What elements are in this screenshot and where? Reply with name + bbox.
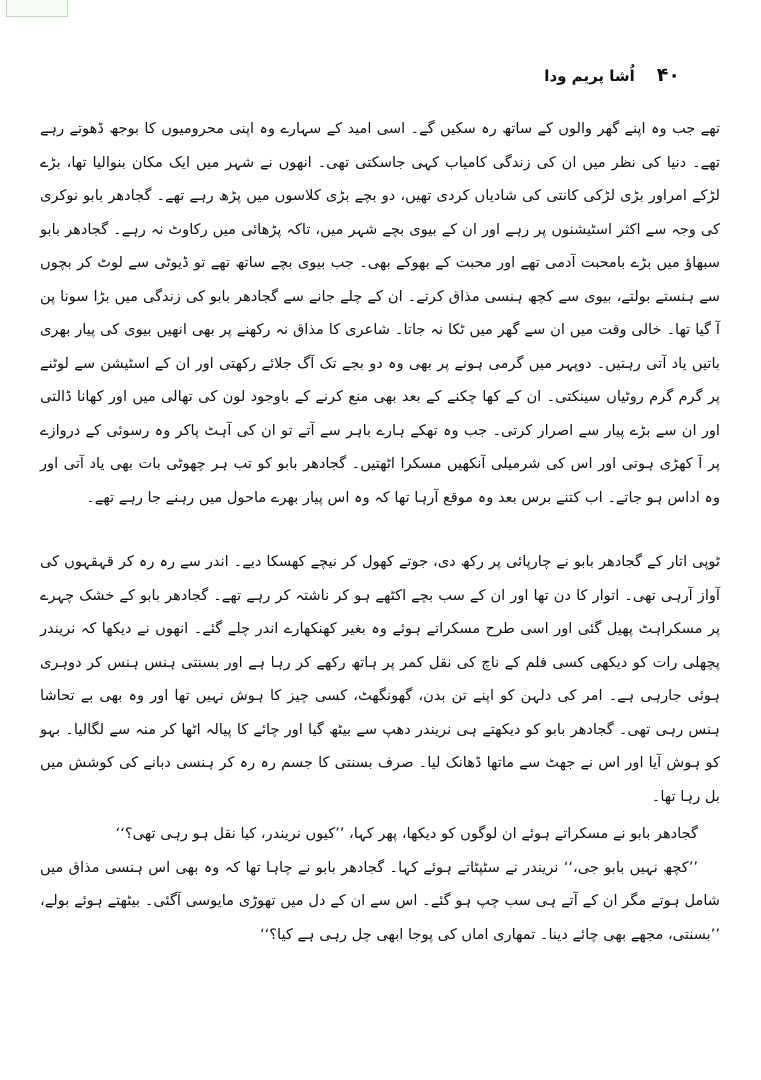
page-number: ۴۰ [656,64,680,86]
dialogue-paragraph: گجادھر بابو نے مسکراتے ہوئے ان لوگوں کو دیکھا، پھر کہا، ’’کیوں نریندر، کیا نقل ہو رہی تھی؟‘‘ [115,825,698,842]
running-header [435,64,680,86]
dialogue-paragraph: ’’کچھ نہیں بابو جی،‘‘ نریندر نے سٹپٹاتے ہوئے کہا۔ گجادھر بابو نے چاہا تھا کہ وہ بھی اس ہنسی مذاق میں شامل ہوتے مگر ان کے آتے ہی سب چپ ہو گئے۔ اس سے ان کے دل میں تھوڑی مایوسی آگئی۔ بیٹھتے ہوئے بولے، ’’بسنتی، مجھے بھی چائے دینا۔ تمھاری اماں کی پوجا ابھی چل رہی ہے کیا؟‘‘ [40,858,720,943]
corner-stamp-mark [6,0,68,17]
paragraph: ٹوپی اتار کے گجادھر بابو نے چارپائی پر رکھ دی، جوتے کھول کر نیچے کھسکا دیے۔ اندر سے رہ رہ کر قہقہوں کی آواز آرہی تھی۔ اتوار کا دن تھا اور ان کے سب بچے اکٹھے ہو کر ناشتہ کر رہے تھے۔ گجادھر بابو کے خشک چہرے پر مسکراہٹ پھیل گئی اور اسی طرح مسکراتے ہوئے وہ بغیر کھنکھارے اندر چلے گئے۔ انھوں نے دیکھا کہ نریندر پچھلی رات کو دیکھی کسی فلم کے ناچ کی نقل کمر پر ہاتھ رکھے کر رہا ہے اور بسنتی ہنس ہنس کر دوہری ہوئی جارہی ہے۔ امر کی دلہن کو اپنے تن بدن، گھونگھٹ، کسی چیز کا ہوش نہیں تھا اور وہ بھی بے تحاشا ہنس رہی تھی۔ گجادھر بابو کو دیکھتے ہی نریندر دھپ سے بیٹھ گیا اور چائے کا پیالہ اٹھا کر منہ سے لگالیا۔ بہو کو ہوش آیا اور اس نے جھٹ سے ماتھا ڈھانک لیا۔ صرف بسنتی کا جسم رہ رہ کر ہنسی دبانے کی کوشش میں بل رہا تھا۔ [40,553,721,805]
paragraph: تھے جب وہ اپنے گھر والوں کے ساتھ رہ سکیں گے۔ اسی امید کے سہارے وہ اپنی محرومیوں کا بوجھ ڈھوتے رہے تھے۔ دنیا کی نظر میں ان کی زندگی کامیاب کہی جاسکتی تھی۔ انھوں نے شہر میں ایک مکان بنوالیا تھا، بڑے لڑکے امراور بڑی لڑکی کانتی کی شادیاں کردی تھیں، دو بچے بڑی کلاسوں میں پڑھ رہے تھے۔ گجادھر بابو نوکری کی وجہ سے اکثر اسٹیشنوں پر رہے اور ان کے بیوی بچے شہر میں، تاکہ پڑھائی میں رکاوٹ نہ رہے۔ گجادھر بابو سبھاؤ میں بڑے بامحبت آدمی تھے اور محبت کے بھوکے بھی۔ جب بیوی بچے ساتھ تھے تو ڈیوٹی سے لوٹ کر بچوں سے ہنستے بولتے، بیوی سے کچھ ہنسی مذاق کرتے۔ ان کے چلے جانے سے گجادھر بابو کی زندگی میں بڑا سونا پن آ گیا تھا۔ خالی وقت میں ان سے گھر میں ٹکا نہ جاتا۔ شاعری کا مذاق نہ رکھنے پر بھی انھیں بیوی کی پیار بھری باتیں یاد آتی رہتیں۔ دوپہر میں گرمی ہونے پر بھی وہ دو بجے تک آگ جلائے رکھتی اور ان کے اسٹیشن سے لوٹنے پر گرم گرم روٹیاں سینکتی۔ ان کے کھا چکنے کے بعد بھی منع کرنے کے باوجود لون کی تھالی میں اور کھانا ڈالتی اور ان سے بڑے پیار سے اصرار کرتی۔ جب وہ تھکے ہارے باہر سے آتے تو ان کی آہٹ پاکر وہ رسوئی کے دروازے پر آ کھڑی ہوتی اور اس کی شرمیلی آنکھیں مسکرا اٹھتیں۔ گجادھر بابو کو تب ہر چھوٹی بات بھی یاد آتی اور وہ اداس ہو جاتے۔ اب کتنے برس بعد وہ موقع آرہا تھا کہ وہ اس پیار بھرے ماحول میں رہنے جا رہے تھے۔ [40,120,720,506]
book-title: اُشا پریم ودا [544,67,635,85]
page-body [40,112,720,951]
